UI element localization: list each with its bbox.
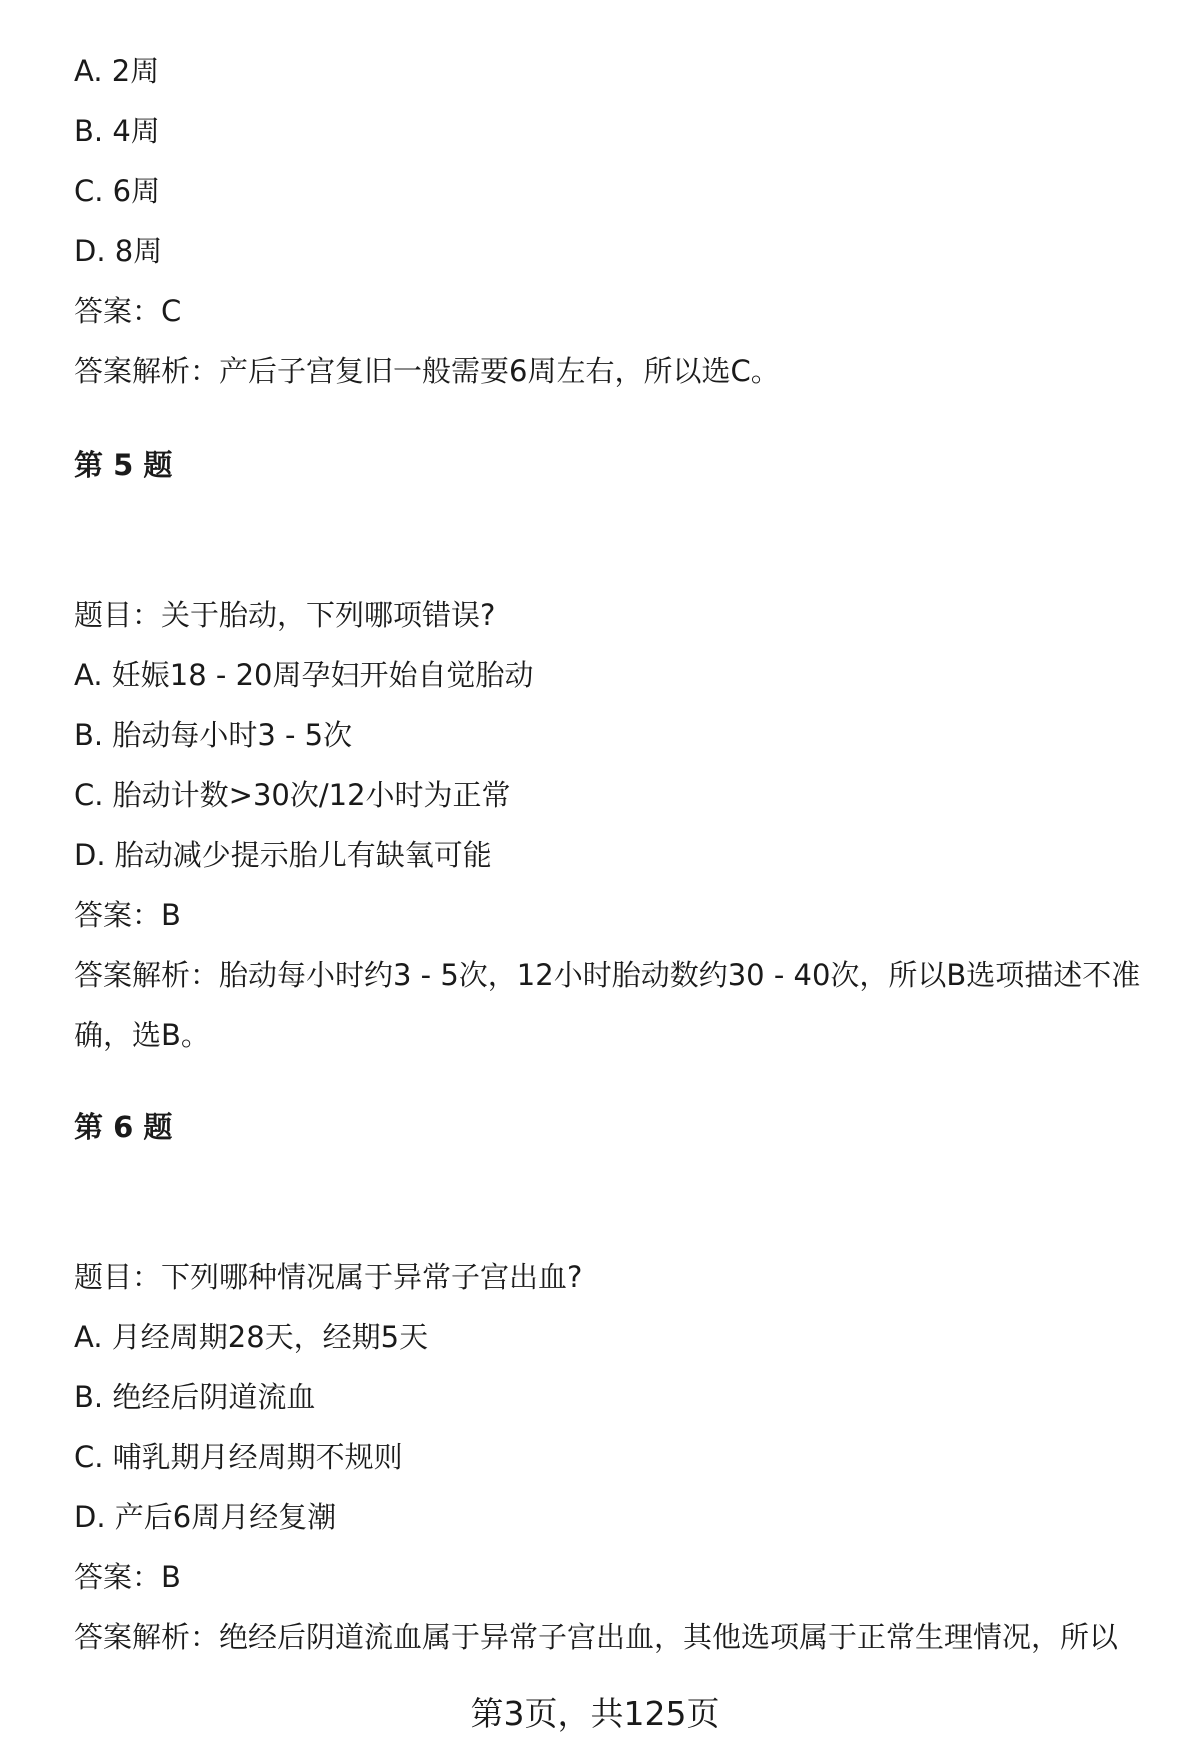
option-c: C. 胎动计数>30次/12小时为正常 [74,778,511,812]
option-d: D. 产后6周月经复潮 [74,1500,337,1534]
answer-analysis: 答案解析：胎动每小时约3 - 5次，12小时胎动数约30 - 40次，所以B选项描述不准确，选B。 [74,958,1141,1052]
option-b: B. 绝经后阴道流血 [74,1380,316,1414]
answer-analysis: 答案解析：产后子宫复旧一般需要6周左右，所以选C。 [74,354,780,388]
answer-analysis: 答案解析：绝经后阴道流血属于异常子宫出血，其他选项属于正常生理情况，所以 [74,1620,1119,1654]
question-heading: 第 6 题 [74,1110,173,1144]
answer: 答案：B [74,898,181,932]
option-c: C. 6周 [74,174,161,208]
option-d: D. 胎动减少提示胎儿有缺氧可能 [74,838,492,872]
option-a: A. 妊娠18 - 20周孕妇开始自觉胎动 [74,658,534,692]
answer: 答案：B [74,1560,181,1594]
option-b: B. 胎动每小时3 - 5次 [74,718,353,752]
question-text: 题目：下列哪种情况属于异常子宫出血? [74,1260,583,1294]
answer: 答案：C [74,294,182,328]
option-b: B. 4周 [74,114,160,148]
option-a: A. 2周 [74,54,160,88]
question-heading: 第 5 题 [74,448,173,482]
page-number: 第3页，共125页 [470,1694,720,1733]
option-d: D. 8周 [74,234,163,268]
question-text: 题目：关于胎动，下列哪项错误? [74,598,496,632]
option-a: A. 月经周期28天，经期5天 [74,1320,429,1354]
option-c: C. 哺乳期月经周期不规则 [74,1440,403,1474]
